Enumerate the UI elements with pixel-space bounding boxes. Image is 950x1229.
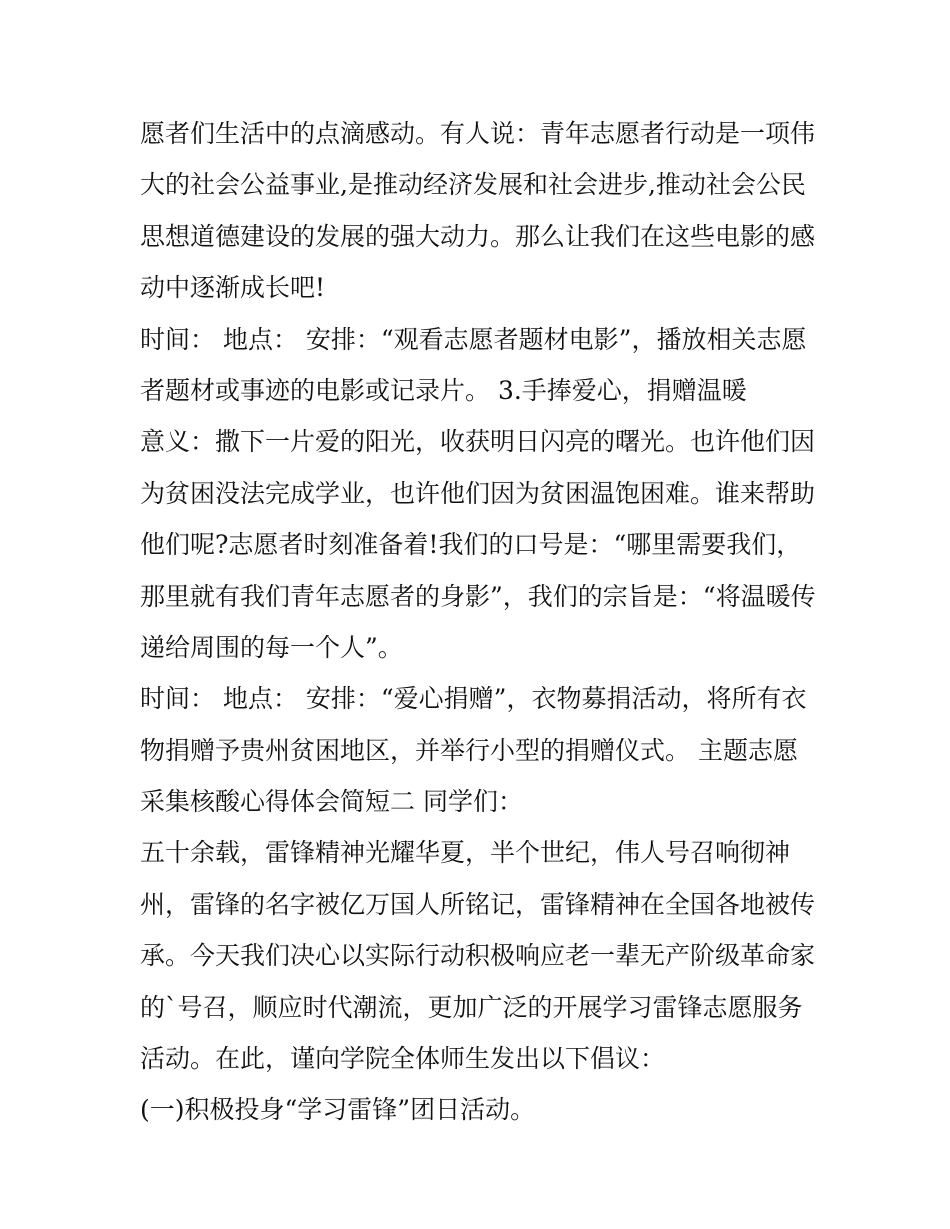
text-line: 州，雷锋的名字被亿万国人所铭记，雷锋精神在全国各地被传 (140, 889, 816, 919)
text-line: 意义：撒下一片爱的阳光，收获明日闪亮的曙光。也许他们因 (140, 427, 816, 457)
text-line: (一)积极投身“学习雷锋”团日活动。 (140, 1095, 536, 1125)
text-line: 五十余载，雷锋精神光耀华夏，半个世纪，伟人号召响彻神 (140, 838, 791, 868)
text-line: 的`号召，顺应时代潮流，更加广泛的开展学习雷锋志愿服务 (140, 992, 803, 1022)
text-line: 愿者们生活中的点滴感动。有人说：青年志愿者行动是一项伟 (140, 119, 816, 148)
text-line: 思想道德建设的发展的强大动力。那么让我们在这些电影的感 (140, 221, 816, 251)
text-line: 承。今天我们决心以实际行动积极响应老一辈无产阶级革命家 (140, 941, 816, 971)
text-line: 活动。在此，谨向学院全体师生发出以下倡议： (140, 1044, 666, 1074)
text-line: 采集核酸心得体会简短二 同学们： (140, 787, 523, 817)
text-line: 者题材或事迹的电影或记录片。 3.手捧爱心，捐赠温暖 (140, 375, 747, 405)
document-body (140, 108, 820, 1136)
text-line: 时间： 地点： 安排：“爱心捐赠”，衣物募捐活动，将所有衣 (140, 684, 807, 714)
text-line: 递给周围的每一个人”。 (140, 632, 403, 662)
text-line: 为贫困没法完成学业，也许他们因为贫困温饱困难。谁来帮助 (140, 478, 816, 508)
text-line: 大的社会公益事业,是推动经济发展和社会进步,推动社会公民 (140, 170, 806, 200)
text-line: 动中逐渐成长吧! (140, 273, 326, 303)
text-line: 时间： 地点： 安排：“观看志愿者题材电影”，播放相关志愿 (140, 324, 807, 354)
text-line: 他们呢?志愿者时刻准备着!我们的口号是：“哪里需要我们， (140, 530, 802, 560)
text-line: 物捐赠予贵州贫困地区，并举行小型的捐赠仪式。 主题志愿 (140, 735, 798, 765)
text-line: 那里就有我们青年志愿者的身影”，我们的宗旨是：“将温暖传 (140, 581, 816, 611)
